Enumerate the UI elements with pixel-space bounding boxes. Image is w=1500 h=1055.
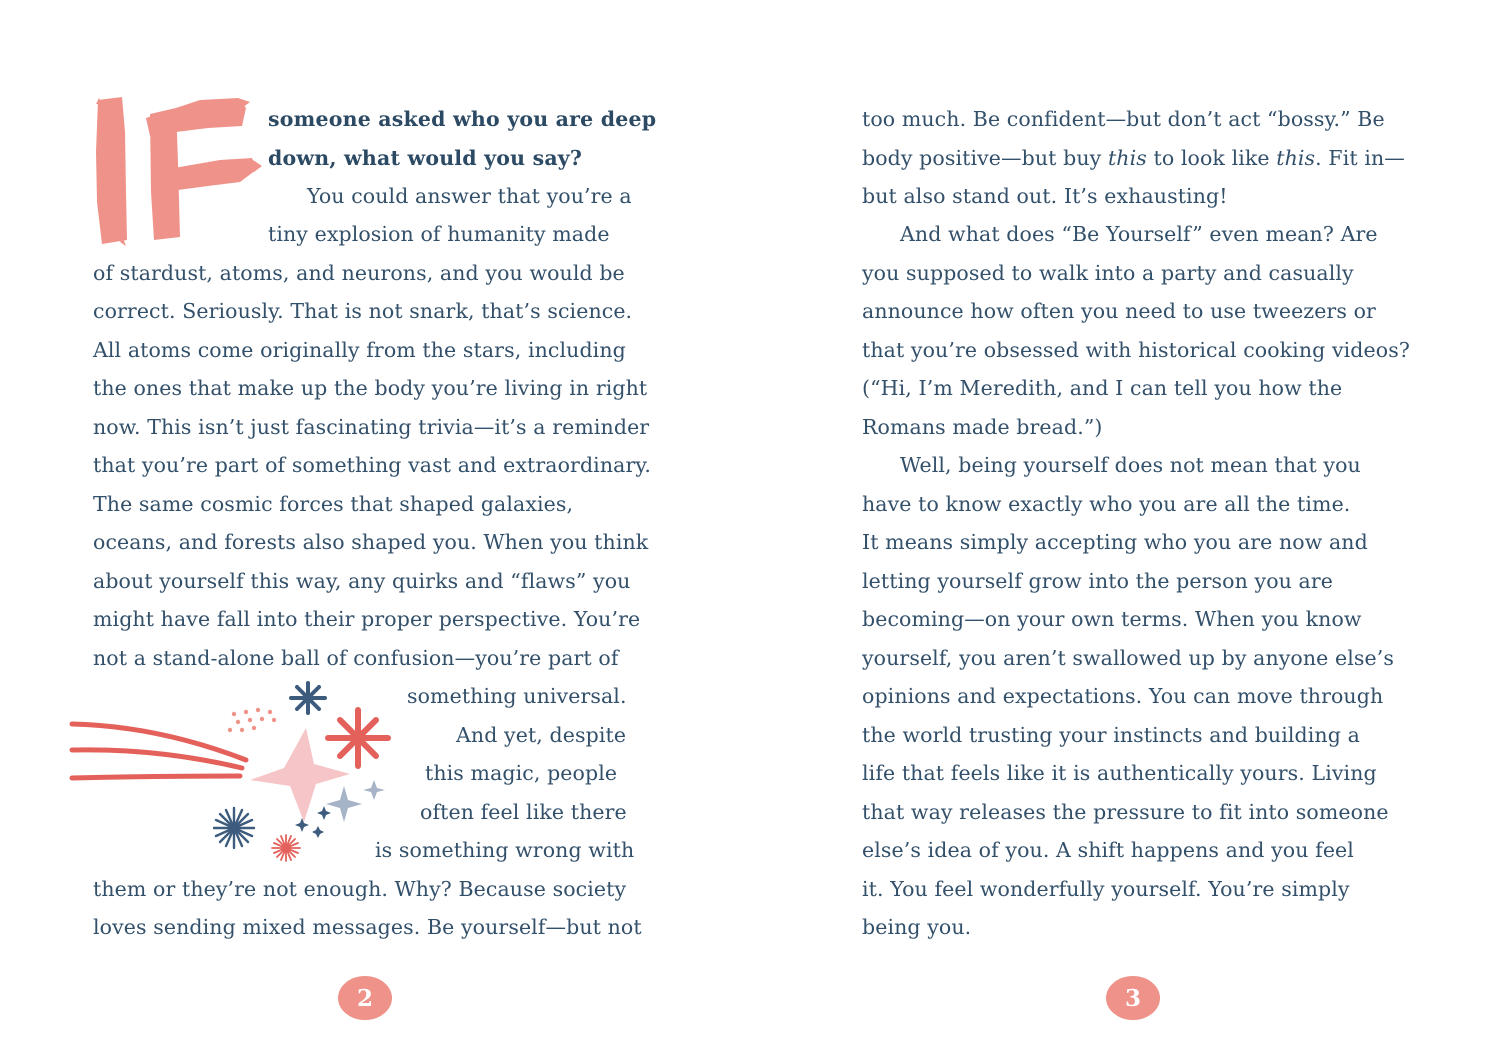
text-line: body positive—but buy this to look like this. Fit in— [862, 146, 1405, 170]
text-line: oceans, and forests also shaped you. When you think [93, 530, 649, 554]
text-line: announce how often you need to use tweezers or [862, 299, 1376, 323]
text-line: of stardust, atoms, and neurons, and you would be [93, 261, 625, 285]
text-line: tiny explosion of humanity made [268, 222, 610, 246]
text-line: but also stand out. It’s exhausting! [862, 184, 1228, 208]
text-line: not a stand-alone ball of confusion—you’re part of [93, 646, 619, 670]
text-line: All atoms come originally from the stars, including [93, 338, 626, 362]
text-line: becoming—on your own terms. When you know [862, 607, 1362, 631]
text-line: about yourself this way, any quirks and “flaws” you [93, 569, 631, 593]
text-line: often feel like there [420, 800, 627, 824]
text-line: (“Hi, I’m Meredith, and I can tell you how the [862, 376, 1343, 400]
text-line: someone asked who you are deep [268, 107, 657, 131]
text-line: You could answer that you’re a [307, 184, 632, 208]
text-line: It means simply accepting who you are now and [862, 530, 1368, 554]
text-line: it. You feel wonderfully yourself. You’re simply [862, 877, 1350, 901]
text-line: that you’re obsessed with historical cooking videos? [862, 338, 1410, 362]
page-number-left: 2 [338, 976, 392, 1020]
text-line: now. This isn’t just fascinating trivia—it’s a reminder [93, 415, 650, 439]
text-line: them or they’re not enough. Why? Because society [93, 877, 627, 901]
text-line: Romans made bread.”) [862, 415, 1103, 439]
text-line: the ones that make up the body you’re living in right [93, 376, 648, 400]
text-line: you supposed to walk into a party and casually [862, 261, 1354, 285]
text-line: that way releases the pressure to fit into someone [862, 800, 1389, 824]
text-line: else’s idea of you. A shift happens and you feel [862, 838, 1354, 862]
text-line: opinions and expectations. You can move through [862, 684, 1384, 708]
text-line: yourself, you aren’t swallowed up by anyone else’s [862, 646, 1394, 670]
text-line: might have fall into their proper perspective. You’re [93, 607, 641, 631]
text-line: The same cosmic forces that shaped galaxies, [93, 492, 574, 516]
text-line: that you’re part of something vast and extraordinary. [93, 453, 651, 477]
text-line: the world trusting your instincts and building a [862, 723, 1360, 747]
text-line: loves sending mixed messages. Be yourself—but not [93, 915, 642, 939]
text-line: have to know exactly who you are all the time. [862, 492, 1351, 516]
page-number-right: 3 [1106, 976, 1160, 1020]
text-line: this magic, people [425, 761, 618, 785]
text-line: is something wrong with [375, 838, 635, 862]
text-line: being you. [862, 915, 972, 939]
dropcap-if [90, 92, 265, 252]
text-line: letting yourself grow into the person you are [862, 569, 1334, 593]
shooting-star-illustration [68, 676, 408, 866]
text-line: And yet, despite [456, 723, 627, 747]
text-line: correct. Seriously. That is not snark, that’s science. [93, 299, 633, 323]
text-line: And what does “Be Yourself” even mean? Are [900, 222, 1378, 246]
text-line: too much. Be confident—but don’t act “bossy.” Be [862, 107, 1385, 131]
text-line: life that feels like it is authentically yours. Living [862, 761, 1377, 785]
text-line: down, what would you say? [268, 146, 583, 170]
text-line: something universal. [407, 684, 627, 708]
text-line: Well, being yourself does not mean that you [900, 453, 1361, 477]
